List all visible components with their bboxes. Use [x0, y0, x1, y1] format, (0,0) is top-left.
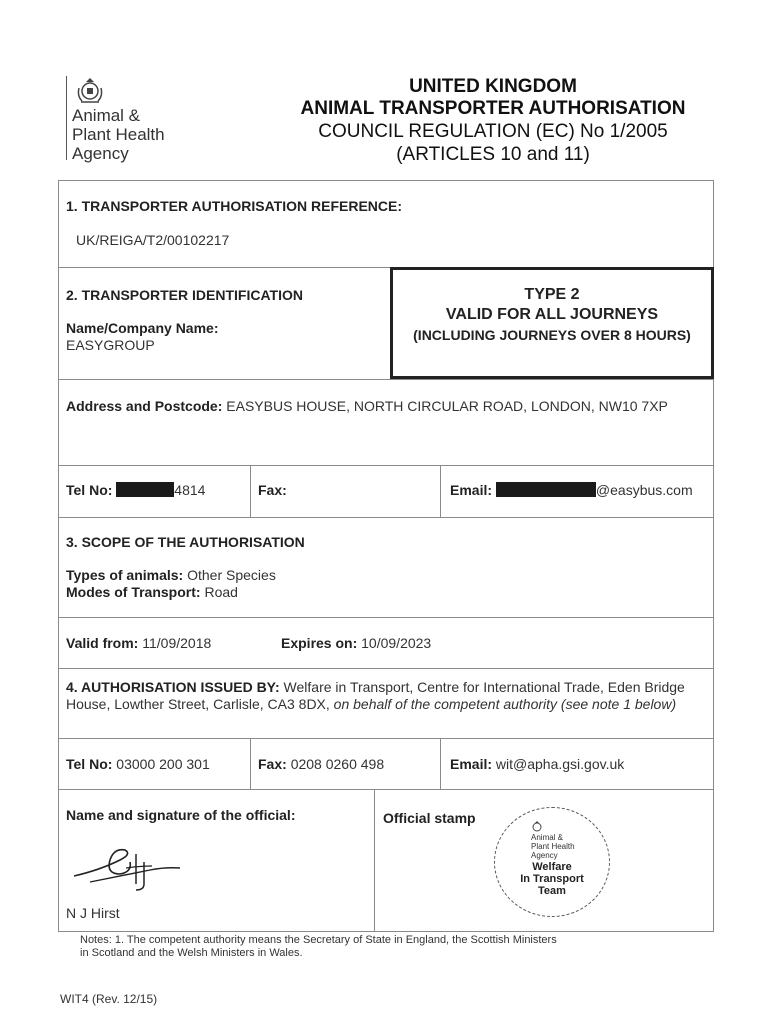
tel-label: Tel No:	[66, 482, 113, 498]
section1-heading: 1. TRANSPORTER AUTHORISATION REFERENCE:	[66, 198, 403, 214]
issuer-tel-value: 03000 200 301	[116, 756, 210, 772]
animal-types-label: Types of animals:	[66, 567, 184, 583]
valid-from-label: Valid from:	[66, 635, 139, 651]
footnotes: Notes: 1. The competent authority means the Secretary of State in England, the Scottish Ministers in Scotland and the Welsh Ministers in Wales.	[80, 934, 557, 959]
transporter-fax-label: Fax:	[258, 482, 287, 498]
authorisation-reference: UK/REIGA/T2/00102217	[76, 232, 230, 248]
transporter-tel	[66, 482, 205, 498]
section4-heading: 4. AUTHORISATION ISSUED BY:	[66, 679, 280, 695]
issuer-tel-label: Tel No:	[66, 756, 113, 772]
valid-from-value: 11/09/2018	[142, 635, 212, 651]
valid-from	[66, 635, 211, 651]
issuer-email	[450, 756, 624, 772]
issuer-email-value: wit@apha.gsi.gov.uk	[495, 756, 625, 772]
issuer-authority-note: on behalf of the competent authority (see note 1 below)	[333, 696, 677, 712]
agency-name: Animal & Plant Health Agency	[72, 106, 165, 163]
official-signature	[70, 840, 190, 895]
expires-on	[281, 635, 431, 651]
email-label: Email:	[450, 482, 493, 498]
form-reference: WIT4 (Rev. 12/15)	[60, 992, 158, 1006]
tel-suffix: 4814	[174, 482, 206, 498]
issuer-fax	[258, 756, 384, 772]
redaction-bar	[496, 482, 596, 497]
issuer-block	[66, 679, 706, 713]
issuer-tel	[66, 756, 210, 772]
address-block	[66, 398, 706, 415]
issuer-fax-label: Fax:	[258, 756, 287, 772]
title-regulation: COUNCIL REGULATION (EC) No 1/2005	[318, 121, 668, 142]
official-stamp	[494, 807, 610, 917]
signature-label: Name and signature of the official:	[66, 807, 296, 823]
address-label: Address and Postcode:	[66, 398, 223, 414]
royal-crest-icon	[76, 76, 104, 104]
section3-heading: 3. SCOPE OF THE AUTHORISATION	[66, 534, 305, 550]
stamp-agency: Animal & Plant Health Agency	[531, 833, 575, 860]
transport-modes	[66, 584, 238, 600]
animal-types	[66, 567, 276, 583]
title-country: UNITED KINGDOM	[409, 76, 577, 97]
stamp-label: Official stamp	[383, 810, 476, 826]
company-name-label: Name/Company Name:	[66, 320, 219, 336]
issuer-fax-value: 0208 0260 498	[290, 756, 385, 772]
animal-types-value: Other Species	[187, 567, 276, 583]
expires-on-label: Expires on:	[281, 635, 358, 651]
type-journey-note: (INCLUDING JOURNEYS OVER 8 HOURS)	[413, 327, 691, 343]
stamp-crest-icon	[531, 820, 543, 832]
issuer-address: Welfare in Transport, Centre for International Trade, Eden Bridge House, Lowther Street, Carlisle, CA3 8DX,	[66, 679, 685, 712]
email-suffix: @easybus.com	[595, 482, 693, 498]
transport-modes-value: Road	[204, 584, 238, 600]
type-label: TYPE 2	[524, 286, 580, 303]
transporter-email	[450, 482, 693, 498]
stamp-team: Welfare In Transport Team	[520, 861, 584, 897]
section2-heading: 2. TRANSPORTER IDENTIFICATION	[66, 287, 303, 303]
transport-modes-label: Modes of Transport:	[66, 584, 201, 600]
type-validity: VALID FOR ALL JOURNEYS	[445, 306, 659, 323]
company-name-value: EASYGROUP	[66, 337, 155, 353]
title-articles: (ARTICLES 10 and 11)	[396, 144, 590, 165]
official-name: N J Hirst	[66, 905, 120, 921]
logo-divider	[66, 76, 67, 160]
address-value: EASYBUS HOUSE, NORTH CIRCULAR ROAD, LONDON, NW10 7XP	[226, 398, 668, 414]
redaction-bar	[116, 482, 174, 497]
expires-on-value: 10/09/2023	[361, 635, 432, 651]
issuer-email-label: Email:	[450, 756, 493, 772]
title-main: ANIMAL TRANSPORTER AUTHORISATION	[300, 98, 686, 119]
authorisation-type-box	[390, 267, 714, 379]
